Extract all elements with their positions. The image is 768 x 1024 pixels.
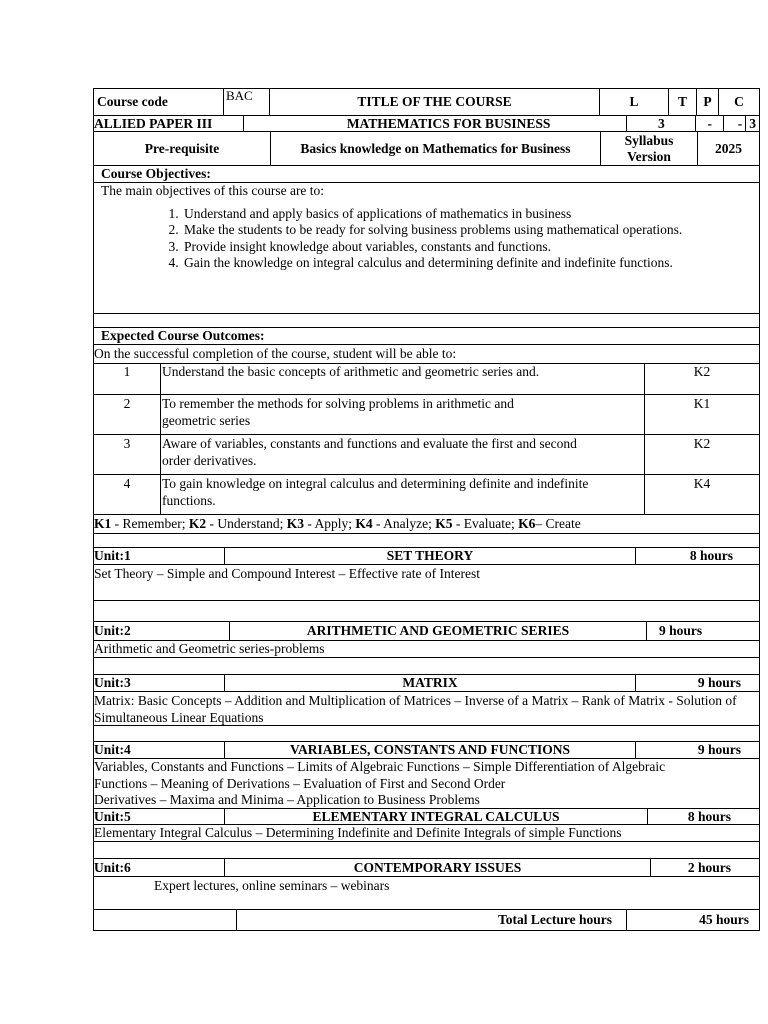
unit-header-row [93,859,760,877]
unit-header-row [93,622,760,641]
prereq-label-cell [94,132,271,165]
outcome-level: K4 [693,476,711,491]
spacer-row [93,534,760,548]
outcome-row [94,395,759,435]
unit-label: Unit:6 [94,859,225,876]
course-code-value-cell [223,89,270,115]
unit-header-row [93,548,760,565]
unit-label: Unit:3 [94,675,225,691]
outcome-text: Understand the basic concepts of arithmetic and geometric series and. [161,364,645,394]
t-label: T [677,94,687,109]
outcome-text: To remember the methods for solving problems in arithmetic and geometric series [162,396,514,428]
outcome-number: 1 [94,364,161,394]
outcome-number: 4 [94,475,161,514]
unit-label: Unit:1 [94,548,225,564]
paper-cell [94,116,244,131]
total-label: Total Lecture hours [237,910,627,930]
unit-content: Set Theory – Simple and Compound Interest – Effective rate of Interest [93,565,760,601]
prereq-row [93,132,760,166]
unit-content-line: Functions – Meaning of Derivations – Evaluation of First and Second Order [94,775,506,791]
spacer-row [93,601,760,622]
spacer-row [93,842,760,859]
t-value-cell [696,116,724,131]
course-title: MATHEMATICS FOR BUSINESS [346,115,551,131]
title-label: TITLE OF THE COURSE [357,94,512,109]
unit-hours: 9 hours [697,675,741,690]
outcome-row [94,475,759,514]
p-value: - [737,115,743,131]
unit-hours: 9 hours [659,623,703,638]
syllabus-version: 2025 [715,140,742,156]
t-value: - [707,115,713,131]
spacer-row [93,726,760,742]
prereq-value-cell [271,132,601,165]
p-label-cell [697,89,719,115]
outcome-level: K2 [693,436,711,451]
objective-item: 4. Gain the knowledge on integral calculus and determining definite and indefinite functions. [182,255,759,272]
spacer-row [93,314,760,328]
unit-content-line: Derivatives – Maxima and Minima – Application to Business Problems [94,792,480,807]
objective-item: 2. Make the students to be ready for solving business problems using mathematical operations. [182,222,759,239]
outcome-level: K1 [693,396,711,411]
course-row [93,116,760,132]
unit-label: Unit:4 [94,742,225,758]
objectives-heading-row [93,166,760,183]
unit-content: Expert lectures, online seminars – webinars [93,877,760,910]
objective-item: 1. Understand and apply basics of applications of mathematics in business [182,206,759,223]
l-value-cell [627,116,696,131]
objectives-intro: The main objectives of this course are to: [101,183,325,198]
c-value: 3 [749,115,756,131]
outcome-text: Aware of variables, constants and functions and evaluate the first and second order derivatives. [162,436,577,468]
unit-title: MATRIX [225,675,636,691]
unit-title: ELEMENTARY INTEGRAL CALCULUS [225,809,648,824]
unit-title: CONTEMPORARY ISSUES [225,859,651,876]
unit-title: SET THEORY [225,548,636,564]
p-value-cell [724,116,746,131]
total-hours: 45 hours [699,912,749,927]
unit-hours: 8 hours [689,548,733,563]
syllabus-table [93,88,760,931]
outcome-row [94,364,759,395]
unit-header-row [93,742,760,759]
c-value-cell [746,116,759,131]
title-label-cell [270,89,600,115]
unit-label: Unit:2 [94,622,230,640]
course-code-label-cell [94,89,224,115]
spacer-row [93,658,760,675]
unit-title: ARITHMETIC AND GEOMETRIC SERIES [230,622,647,640]
objective-item: 3. Provide insight knowledge about variables, constants and functions. [182,239,759,256]
c-label-cell [719,89,759,115]
outcome-text: To gain knowledge on integral calculus and determining definite and indefinite functions. [162,476,589,508]
outcomes-intro-row [93,345,760,364]
outcome-number: 2 [94,395,161,434]
unit-header-row [93,675,760,692]
t-label-cell [669,89,697,115]
prereq-label: Pre-requisite [144,140,220,156]
paper-name: ALLIED PAPER III [94,115,213,131]
unit-hours: 9 hours [697,742,741,757]
unit-content: Elementary Integral Calculus – Determining Indefinite and Definite Integrals of simple Functions [93,825,760,842]
unit-label: Unit:5 [94,809,225,824]
outcomes-intro: On the successful completion of the course, student will be able to: [94,346,457,361]
knowledge-level-legend: K1 - Remember; K2 - Understand; K3 - Apply; K4 - Analyze; K5 - Evaluate; K6– Create [93,515,760,534]
unit-content-line: Variables, Constants and Functions – Limits of Algebraic Functions – Simple Differentiation of Algebraic [94,759,666,774]
unit-header-row [93,809,760,825]
unit-hours: 8 hours [687,808,731,824]
course-title-cell [271,116,628,131]
outcome-level: K2 [693,364,711,379]
total-row [93,910,760,931]
outcome-number: 3 [94,435,161,474]
header-row [93,88,760,116]
syllabus-label: Syllabus Version [624,132,674,164]
l-label-cell [600,89,669,115]
version-cell [698,132,759,165]
p-label: P [703,94,712,109]
prereq-value: Basics knowledge on Mathematics for Business [300,140,571,156]
course-code-label: Course code [97,94,168,109]
outcomes-heading: Expected Course Outcomes: [101,328,265,343]
c-label: C [734,94,744,109]
syllabus-label-cell [601,132,698,165]
objectives-list [94,206,759,272]
unit-content: Matrix: Basic Concepts – Addition and Multiplication of Matrices – Inverse of a Matrix – Rank of Matrix - Solution of Simultaneous Linear Equations [93,692,760,726]
unit-content [93,759,760,809]
outcome-row [94,435,759,475]
unit-title: VARIABLES, CONSTANTS AND FUNCTIONS [225,742,636,758]
unit-hours: 2 hours [687,859,731,875]
l-value: 3 [657,115,665,131]
unit-content: Arithmetic and Geometric series-problems [93,641,760,658]
objectives-heading: Course Objectives: [101,166,211,181]
outcomes-table [93,364,760,515]
outcomes-heading-row [93,328,760,345]
l-label: L [629,94,639,109]
objectives-body [93,183,760,314]
course-code-value: BAC [226,88,253,103]
